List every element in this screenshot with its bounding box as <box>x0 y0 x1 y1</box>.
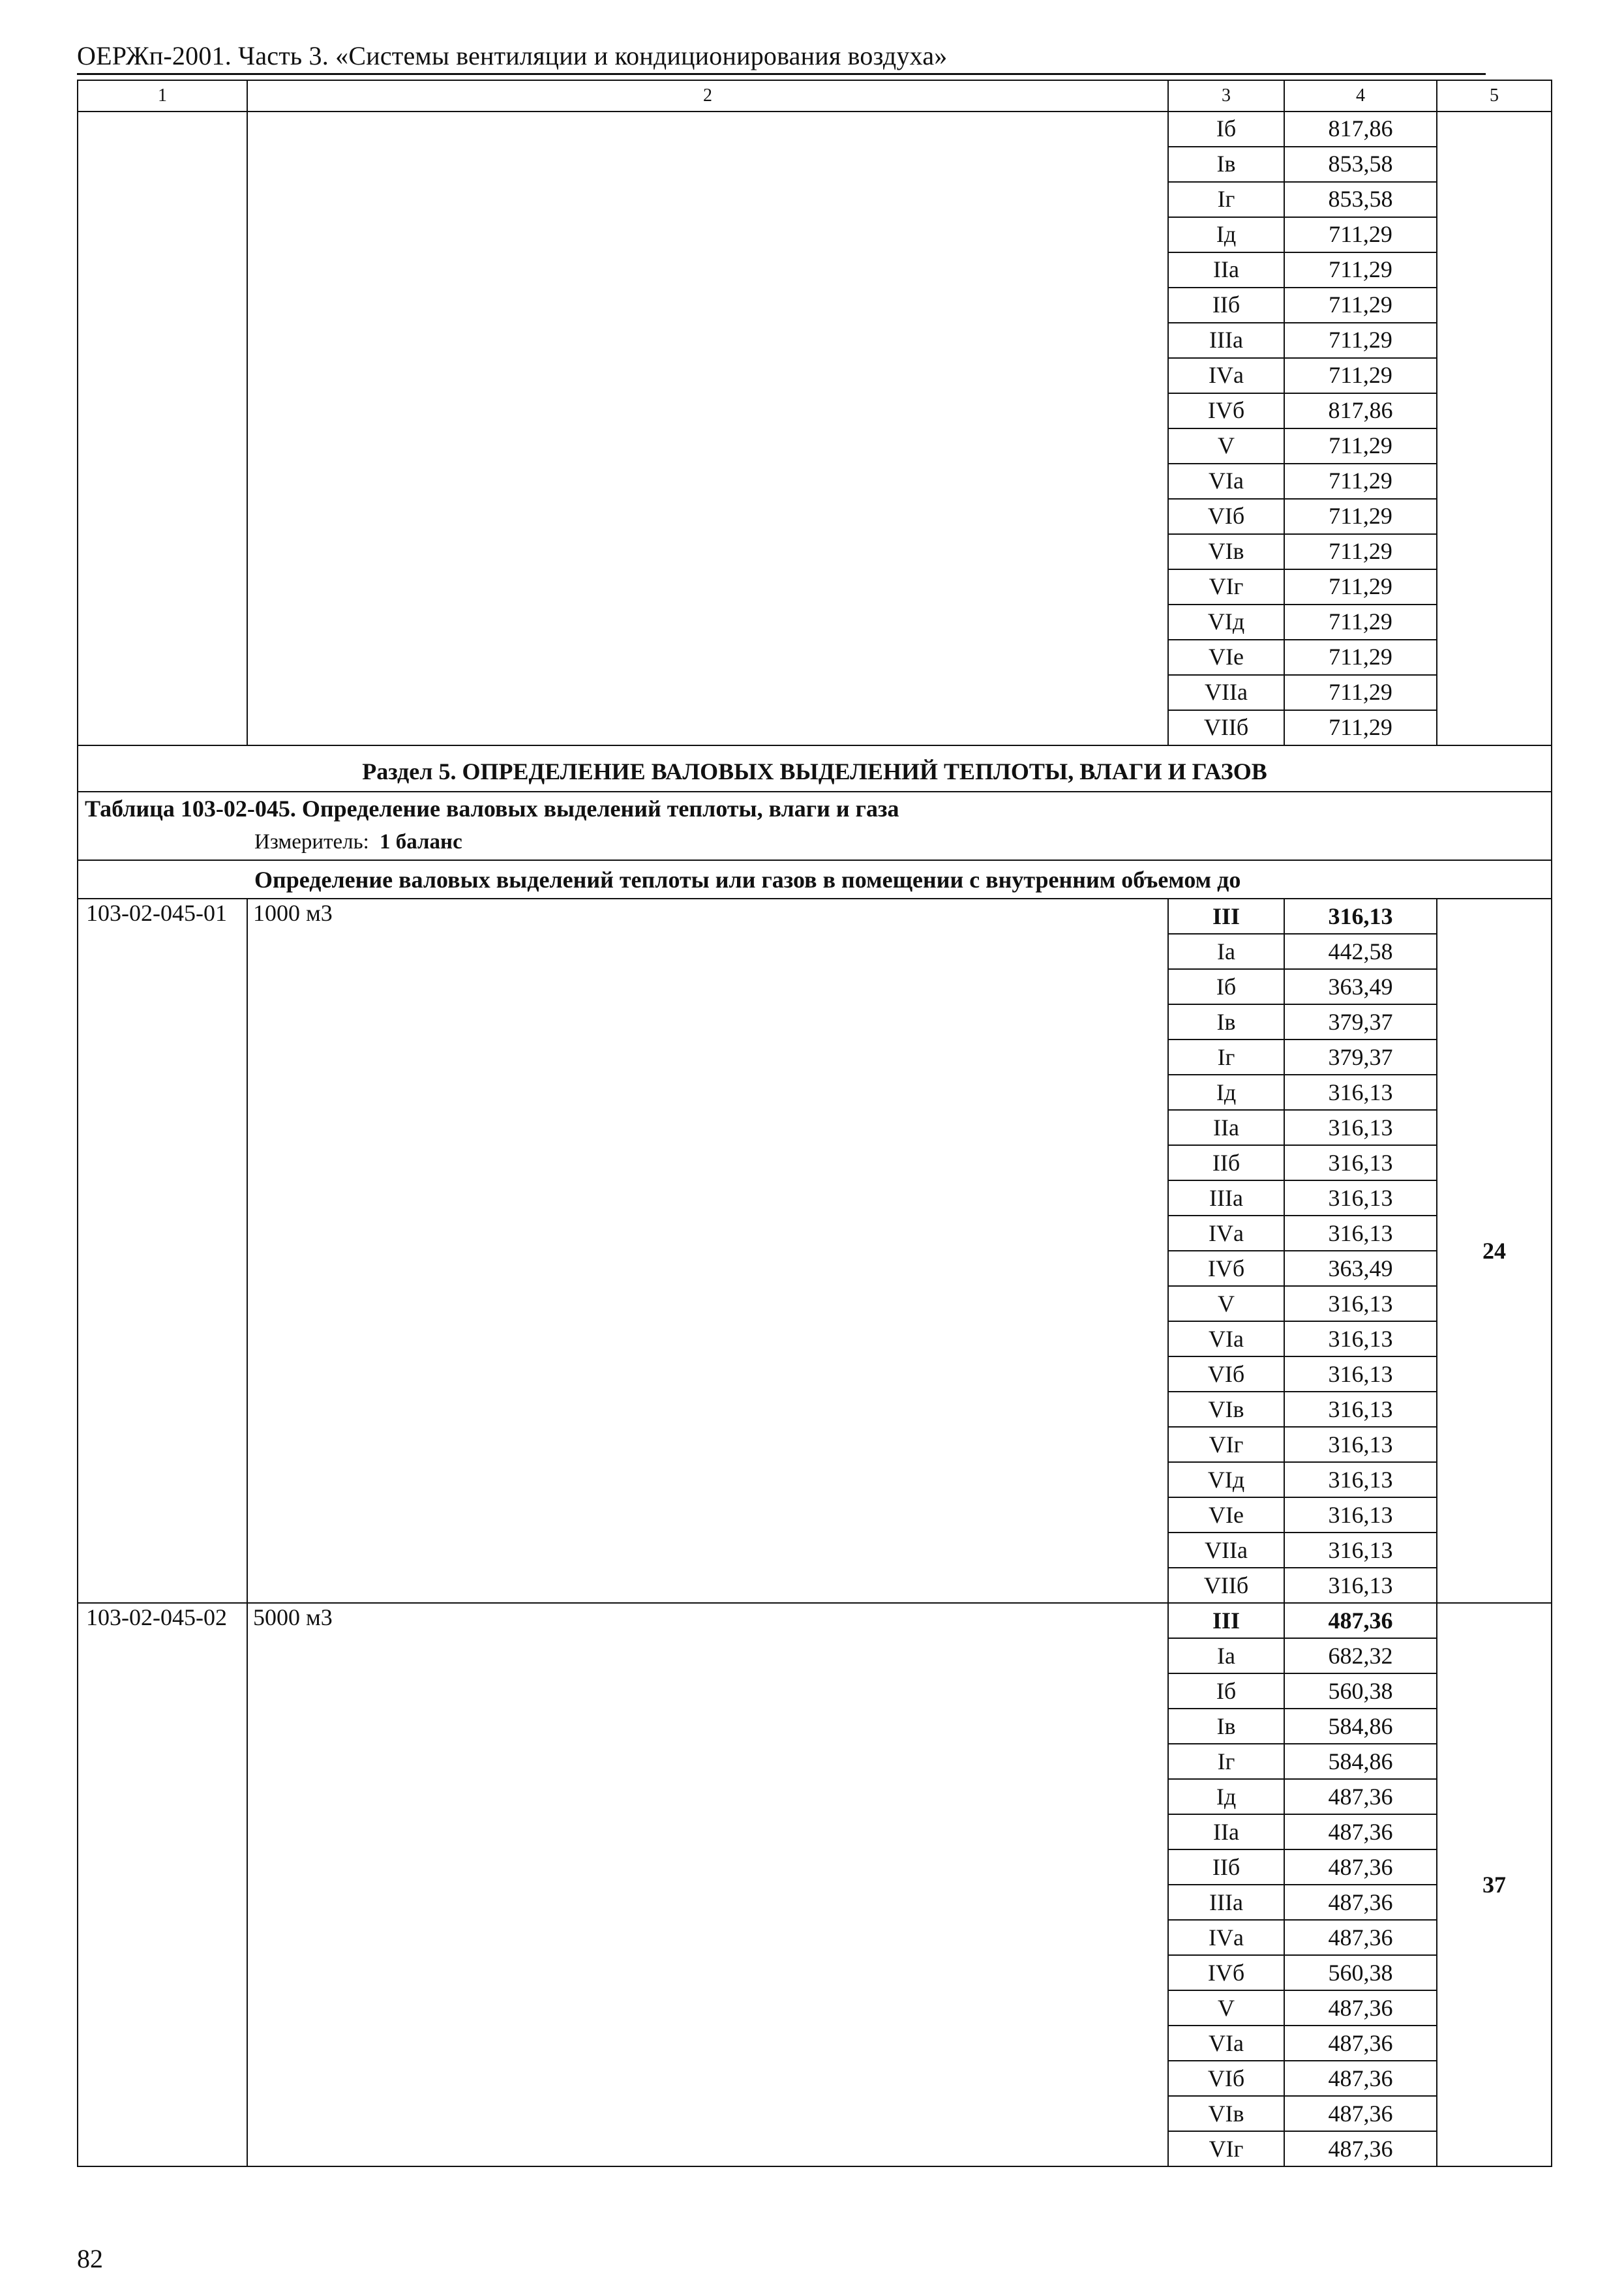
page-header: ОЕРЖп-2001. Часть 3. «Системы вентиляции и кондиционирования воздуха» <box>77 41 948 70</box>
column-number: 5 <box>1437 80 1552 112</box>
value-cell: 487,36 <box>1284 1920 1437 1955</box>
table-title-row <box>78 792 1552 860</box>
zone-cell: Iб <box>1168 1673 1284 1709</box>
value-cell: 487,36 <box>1284 2026 1437 2061</box>
value-cell: 316,13 <box>1284 1462 1437 1497</box>
zone-cell: Iд <box>1168 1779 1284 1814</box>
norms-table <box>77 80 1552 2167</box>
column-number: 2 <box>247 80 1168 112</box>
value-cell: 487,36 <box>1284 2061 1437 2096</box>
zone-cell: Iг <box>1168 182 1284 217</box>
extra-cell: 37 <box>1437 1603 1552 2166</box>
zone-cell: IIIа <box>1168 1180 1284 1216</box>
value-cell: 487,36 <box>1284 2096 1437 2131</box>
column-number-row <box>78 80 1552 112</box>
value-cell: 379,37 <box>1284 1004 1437 1040</box>
value-cell: 711,29 <box>1284 252 1437 288</box>
zone-cell: VIIа <box>1168 1533 1284 1568</box>
value-cell: 363,49 <box>1284 1251 1437 1286</box>
zone-cell: VIа <box>1168 464 1284 499</box>
zone-cell: VIIа <box>1168 675 1284 710</box>
zone-cell: VIг <box>1168 2131 1284 2166</box>
extra-cell: 24 <box>1437 899 1552 1603</box>
column-number: 3 <box>1168 80 1284 112</box>
zone-cell: VIв <box>1168 2096 1284 2131</box>
zone-cell: III <box>1168 899 1284 934</box>
zone-cell: VIа <box>1168 2026 1284 2061</box>
value-cell: 711,29 <box>1284 534 1437 569</box>
zone-cell: VIIб <box>1168 710 1284 745</box>
header-rule <box>77 73 1486 75</box>
zone-cell: VIе <box>1168 640 1284 675</box>
value-cell: 853,58 <box>1284 182 1437 217</box>
zone-cell: VIб <box>1168 1356 1284 1392</box>
zone-cell: VIIб <box>1168 1568 1284 1603</box>
zone-cell: Iг <box>1168 1040 1284 1075</box>
value-cell: 316,13 <box>1284 1145 1437 1180</box>
value-cell: 316,13 <box>1284 1110 1437 1145</box>
value-cell: 487,36 <box>1284 1603 1437 1638</box>
value-cell: 316,13 <box>1284 1392 1437 1427</box>
zone-cell: Iа <box>1168 934 1284 969</box>
value-cell: 316,13 <box>1284 1497 1437 1533</box>
zone-cell: VIг <box>1168 569 1284 605</box>
zone-cell: IIа <box>1168 1814 1284 1849</box>
value-cell: 316,13 <box>1284 899 1437 934</box>
name-cell <box>247 112 1168 745</box>
value-cell: 316,13 <box>1284 1356 1437 1392</box>
name-cell: 1000 м3 <box>247 899 1168 1603</box>
table-title: Таблица 103-02-045. Определение валовых выделений теплоты, влаги и газа <box>85 796 899 822</box>
column-number: 4 <box>1284 80 1437 112</box>
zone-cell: IVа <box>1168 1920 1284 1955</box>
value-cell: 487,36 <box>1284 1849 1437 1885</box>
value-cell: 316,13 <box>1284 1286 1437 1321</box>
section-title: Раздел 5. ОПРЕДЕЛЕНИЕ ВАЛОВЫХ ВЫДЕЛЕНИЙ ТЕПЛОТЫ, ВЛАГИ И ГАЗОВ <box>78 745 1552 792</box>
zone-cell: Iв <box>1168 1709 1284 1744</box>
code-cell: 103-02-045-01 <box>78 899 247 1603</box>
zone-cell: Iд <box>1168 217 1284 252</box>
code-cell: 103-02-045-02 <box>78 1603 247 2166</box>
value-cell: 316,13 <box>1284 1533 1437 1568</box>
value-cell: 487,36 <box>1284 1885 1437 1920</box>
value-cell: 711,29 <box>1284 428 1437 464</box>
zone-cell: IIIа <box>1168 1885 1284 1920</box>
zone-cell: Iв <box>1168 147 1284 182</box>
zone-cell: Iг <box>1168 1744 1284 1779</box>
zone-cell: VIв <box>1168 1392 1284 1427</box>
meter-line <box>85 823 1544 860</box>
zone-cell: IIб <box>1168 1145 1284 1180</box>
name-cell: 5000 м3 <box>247 1603 1168 2166</box>
zone-cell: III <box>1168 1603 1284 1638</box>
value-cell: 316,13 <box>1284 1180 1437 1216</box>
value-cell: 711,29 <box>1284 288 1437 323</box>
zone-cell: IIIа <box>1168 323 1284 358</box>
zone-cell: IVа <box>1168 1216 1284 1251</box>
extra-cell <box>1437 112 1552 745</box>
value-cell: 711,29 <box>1284 217 1437 252</box>
value-cell: 363,49 <box>1284 969 1437 1004</box>
zone-cell: V <box>1168 428 1284 464</box>
value-cell: 817,86 <box>1284 393 1437 428</box>
zone-cell: IIа <box>1168 1110 1284 1145</box>
zone-cell: IIб <box>1168 288 1284 323</box>
value-cell: 487,36 <box>1284 1814 1437 1849</box>
value-cell: 487,36 <box>1284 1779 1437 1814</box>
table-row <box>78 112 1552 147</box>
value-cell: 853,58 <box>1284 147 1437 182</box>
value-cell: 316,13 <box>1284 1427 1437 1462</box>
value-cell: 711,29 <box>1284 323 1437 358</box>
table-row <box>78 899 1552 934</box>
zone-cell: VIв <box>1168 534 1284 569</box>
section-row <box>78 745 1552 792</box>
meter-label: Измеритель: <box>254 830 369 854</box>
value-cell: 560,38 <box>1284 1673 1437 1709</box>
zone-cell: VIд <box>1168 1462 1284 1497</box>
value-cell: 487,36 <box>1284 2131 1437 2166</box>
value-cell: 379,37 <box>1284 1040 1437 1075</box>
value-cell: 711,29 <box>1284 358 1437 393</box>
zone-cell: VIд <box>1168 605 1284 640</box>
value-cell: 487,36 <box>1284 1990 1437 2026</box>
value-cell: 316,13 <box>1284 1075 1437 1110</box>
zone-cell: Iв <box>1168 1004 1284 1040</box>
zone-cell: VIе <box>1168 1497 1284 1533</box>
zone-cell: IVб <box>1168 393 1284 428</box>
value-cell: 442,58 <box>1284 934 1437 969</box>
column-number: 1 <box>78 80 247 112</box>
meter-value: 1 баланс <box>380 830 462 854</box>
zone-cell: VIб <box>1168 499 1284 534</box>
zone-cell: VIг <box>1168 1427 1284 1462</box>
group-title-row <box>78 860 1552 899</box>
value-cell: 711,29 <box>1284 569 1437 605</box>
zone-cell: IVб <box>1168 1251 1284 1286</box>
zone-cell: Iд <box>1168 1075 1284 1110</box>
zone-cell: VIб <box>1168 2061 1284 2096</box>
value-cell: 584,86 <box>1284 1709 1437 1744</box>
value-cell: 560,38 <box>1284 1955 1437 1990</box>
zone-cell: IIа <box>1168 252 1284 288</box>
value-cell: 711,29 <box>1284 710 1437 745</box>
zone-cell: IVа <box>1168 358 1284 393</box>
value-cell: 682,32 <box>1284 1638 1437 1673</box>
value-cell: 316,13 <box>1284 1321 1437 1356</box>
zone-cell: VIа <box>1168 1321 1284 1356</box>
value-cell: 711,29 <box>1284 675 1437 710</box>
value-cell: 711,29 <box>1284 640 1437 675</box>
zone-cell: IIб <box>1168 1849 1284 1885</box>
page-number: 82 <box>77 2244 103 2273</box>
zone-cell: Iб <box>1168 969 1284 1004</box>
value-cell: 711,29 <box>1284 605 1437 640</box>
value-cell: 711,29 <box>1284 464 1437 499</box>
zone-cell: IVб <box>1168 1955 1284 1990</box>
code-cell <box>78 112 247 745</box>
zone-cell: Iа <box>1168 1638 1284 1673</box>
value-cell: 711,29 <box>1284 499 1437 534</box>
value-cell: 817,86 <box>1284 112 1437 147</box>
group-title: Определение валовых выделений теплоты или газов в помещении с внутренним объемом до <box>78 860 1552 899</box>
table-row <box>78 1603 1552 1638</box>
table-title-cell <box>78 792 1552 860</box>
value-cell: 316,13 <box>1284 1568 1437 1603</box>
value-cell: 316,13 <box>1284 1216 1437 1251</box>
zone-cell: Iб <box>1168 112 1284 147</box>
zone-cell: V <box>1168 1990 1284 2026</box>
value-cell: 584,86 <box>1284 1744 1437 1779</box>
zone-cell: V <box>1168 1286 1284 1321</box>
